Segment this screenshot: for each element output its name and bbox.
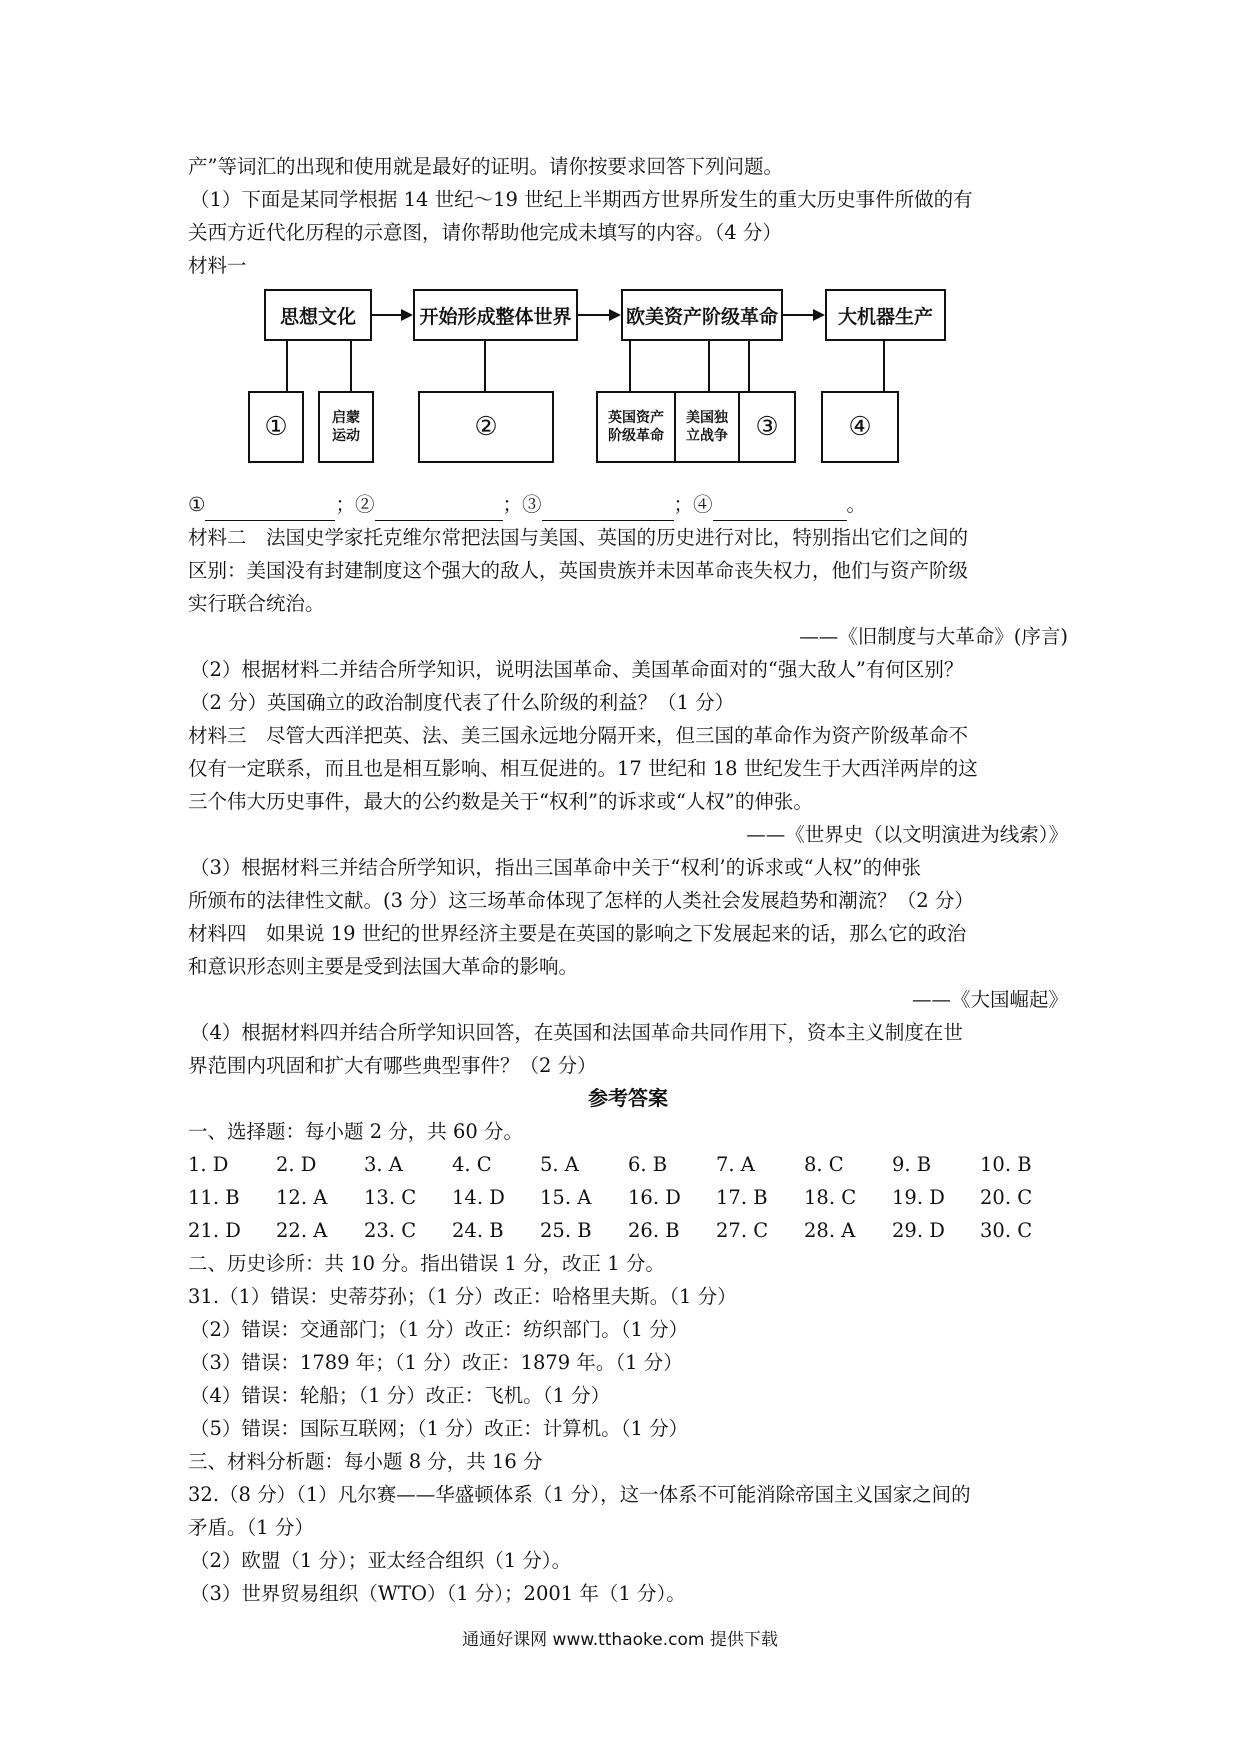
q31-line: （4）错误：轮船；（1 分）改正：飞机。（1 分） xyxy=(190,1384,611,1407)
question-2-line: （2 分）英国确立的政治制度代表了什么阶级的利益？（1 分） xyxy=(190,691,735,714)
mc-answer: 24. B xyxy=(452,1219,504,1242)
box-thought-culture: 思想文化 xyxy=(264,289,372,341)
blank-field[interactable] xyxy=(205,498,335,521)
mc-answer: 29. D xyxy=(892,1219,945,1242)
mc-answer: 16. D xyxy=(628,1186,681,1209)
material-2-line: 实行联合统治。 xyxy=(188,592,325,615)
material-4-source: ——《大国崛起》 xyxy=(911,988,1068,1011)
question-1-line: （1）下面是某同学根据 14 世纪～19 世纪上半期西方世界所发生的重大历史事件所做的有 xyxy=(190,188,973,211)
blank-label: ；② xyxy=(335,493,375,516)
exam-page xyxy=(188,150,1068,1610)
blank-field[interactable] xyxy=(542,498,674,521)
question-1-line: 关西方近代化历程的示意图，请你帮助他完成未填写的内容。（4 分） xyxy=(188,221,782,244)
section-1-heading: 一、选择题：每小题 2 分，共 60 分。 xyxy=(188,1120,524,1143)
mc-answer: 19. D xyxy=(892,1186,945,1209)
answer-blanks xyxy=(188,488,1068,521)
mc-answer-row xyxy=(188,1148,1068,1181)
box-world-forming: 开始形成整体世界 xyxy=(413,289,578,341)
box-enlightenment: 启蒙 运动 xyxy=(318,391,374,463)
question-4-line: 界范围内巩固和扩大有哪些典型事件？（2 分） xyxy=(188,1054,597,1077)
mc-answer: 23. C xyxy=(364,1219,417,1242)
q31-line: （3）错误：1789 年；（1 分）改正：1879 年。（1 分） xyxy=(190,1351,683,1374)
box-english-revolution: 英国资产 阶级革命 xyxy=(596,391,676,463)
blank-box-4: ④ xyxy=(821,391,899,463)
blank-box-2: ② xyxy=(418,391,554,463)
mc-answer: 5. A xyxy=(540,1153,579,1176)
connector-line xyxy=(286,341,288,391)
mc-answer: 15. A xyxy=(540,1186,592,1209)
arrow-line xyxy=(783,314,814,316)
answer-title: 参考答案 xyxy=(588,1086,668,1110)
mc-answer: 8. C xyxy=(804,1153,844,1176)
blank-label: ；④ xyxy=(673,493,713,516)
connector-line xyxy=(629,341,631,391)
material-1-label: 材料一 xyxy=(188,254,247,277)
arrow-line xyxy=(372,314,402,316)
mc-answer-row xyxy=(188,1181,1068,1214)
blank-box-3: ③ xyxy=(738,391,796,463)
mc-answer: 30. C xyxy=(980,1219,1033,1242)
material-2-line: 材料二 法国史学家托克维尔常把法国与美国、英国的历史进行对比，特别指出它们之间的 xyxy=(188,526,969,549)
mc-answer: 14. D xyxy=(452,1186,505,1209)
mc-answer-row xyxy=(188,1214,1068,1247)
connector-line xyxy=(883,341,885,391)
material-3-line: 仅有一定联系，而且也是相互影响、相互促进的。17 世纪和 18 世纪发生于大西洋两岸的这 xyxy=(188,757,978,780)
question-3-line: （3）根据材料三并结合所学知识，指出三国革命中关于“权利’的诉求或“人权”的伸张 xyxy=(190,856,922,879)
mc-answer: 18. C xyxy=(804,1186,857,1209)
mc-answer: 4. C xyxy=(452,1153,492,1176)
mc-answer: 20. C xyxy=(980,1186,1033,1209)
q32-line: 32.（8 分）（1）凡尔赛——华盛顿体系（1 分），这一体系不可能消除帝国主义国家之间的 xyxy=(188,1483,971,1506)
arrow-head-icon xyxy=(813,309,825,321)
mc-answer: 22. A xyxy=(276,1219,328,1242)
text-line: 产”等词汇的出现和使用就是最好的证明。请你按要求回答下列问题。 xyxy=(188,155,783,178)
q31-line: （2）错误：交通部门；（1 分）改正：纺织部门。（1 分） xyxy=(190,1318,689,1341)
mc-answer: 10. B xyxy=(980,1153,1032,1176)
mc-answer: 7. A xyxy=(716,1153,755,1176)
mc-answer: 13. C xyxy=(364,1186,417,1209)
material-4-line: 和意识形态则主要是受到法国大革命的影响。 xyxy=(188,955,579,978)
mc-answer: 26. B xyxy=(628,1219,680,1242)
material-3-line: 三个伟大历史事件，最大的公约数是关于“权利”的诉求或“人权”的伸张。 xyxy=(188,790,813,813)
connector-line xyxy=(484,341,486,391)
box-bourgeois-revolution: 欧美资产阶级革命 xyxy=(621,289,783,341)
flow-diagram xyxy=(188,286,1068,486)
connector-line xyxy=(350,341,352,391)
question-3-line: 所颁布的法律性文献。(3 分）这三场革命体现了怎样的人类社会发展趋势和潮流？（2 分） xyxy=(188,889,974,912)
blank-box-1: ① xyxy=(248,391,304,463)
mc-answer: 21. D xyxy=(188,1219,241,1242)
question-2-line: （2）根据材料二并结合所学知识，说明法国革命、美国革命面对的“强大敌人”有何区别？ xyxy=(190,658,964,681)
arrow-head-icon xyxy=(609,309,621,321)
mc-answer: 27. C xyxy=(716,1219,769,1242)
mc-answer: 11. B xyxy=(188,1186,240,1209)
q32-line: （3）世界贸易组织（WTO）（1 分）；2001 年（1 分）。 xyxy=(190,1582,686,1605)
blank-label: ；③ xyxy=(502,493,542,516)
connector-line xyxy=(748,341,750,391)
blank-label: ① xyxy=(188,493,206,516)
arrow-line xyxy=(578,314,610,316)
section-3-heading: 三、材料分析题：每小题 8 分，共 16 分 xyxy=(188,1450,543,1473)
blank-field[interactable] xyxy=(713,498,847,521)
download-footer: 通通好课网 www.tthaoke.com 提供下载 xyxy=(462,1630,778,1650)
material-2-source: ——《旧制度与大革命》(序言) xyxy=(799,625,1068,648)
mc-answer: 2. D xyxy=(276,1153,317,1176)
mc-answer: 9. B xyxy=(892,1153,932,1176)
material-2-line: 区别：美国没有封建制度这个强大的敌人，英国贵族并未因革命丧失权力，他们与资产阶级 xyxy=(188,559,969,582)
mc-answer: 17. B xyxy=(716,1186,768,1209)
mc-answer: 1. D xyxy=(188,1153,229,1176)
box-machine-production: 大机器生产 xyxy=(825,289,946,341)
q31-line: 31.（1）错误：史蒂芬孙；（1 分）改正：哈格里夫斯。（1 分） xyxy=(188,1285,737,1308)
mc-answer: 6. B xyxy=(628,1153,668,1176)
blank-field[interactable] xyxy=(375,498,503,521)
blank-label: 。 xyxy=(846,493,867,516)
mc-answer: 28. A xyxy=(804,1219,856,1242)
question-4-line: （4）根据材料四并结合所学知识回答，在英国和法国革命共同作用下，资本主义制度在世 xyxy=(190,1021,963,1044)
q32-line: （2）欧盟（1 分）；亚太经合组织（1 分）。 xyxy=(190,1549,572,1572)
connector-line xyxy=(708,341,710,391)
mc-answer: 25. B xyxy=(540,1219,592,1242)
material-4-line: 材料四 如果说 19 世纪的世界经济主要是在英国的影响之下发展起来的话，那么它的政治 xyxy=(188,922,967,945)
arrow-head-icon xyxy=(401,309,413,321)
material-3-source: ——《世界史（以文明演进为线索）》 xyxy=(746,823,1068,846)
mc-answer: 12. A xyxy=(276,1186,328,1209)
material-3-line: 材料三 尽管大西洋把英、法、美三国永远地分隔开来，但三国的革命作为资产阶级革命不 xyxy=(188,724,969,747)
q32-line: 矛盾。（1 分） xyxy=(188,1516,314,1539)
q31-line: （5）错误：国际互联网；（1 分）改正：计算机。（1 分） xyxy=(190,1417,689,1440)
section-2-heading: 二、历史诊所：共 10 分。指出错误 1 分，改正 1 分。 xyxy=(188,1252,665,1275)
mc-answer: 3. A xyxy=(364,1153,403,1176)
box-american-independence: 美国独 立战争 xyxy=(674,391,740,463)
